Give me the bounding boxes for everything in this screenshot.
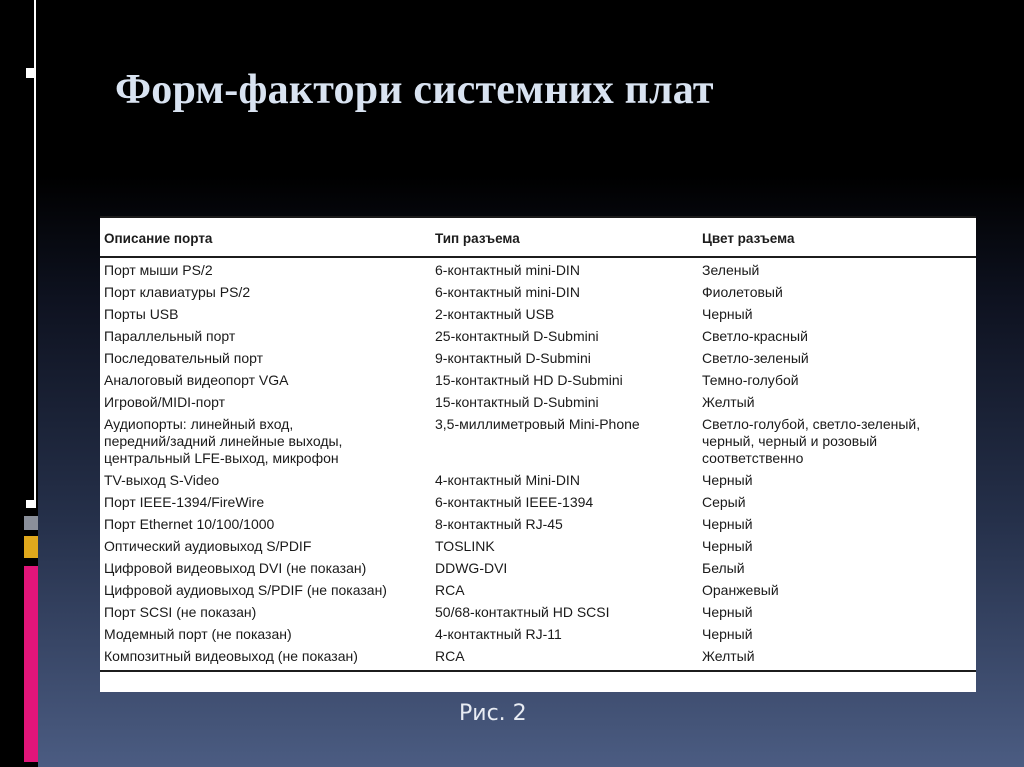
cell-connector-color: Светло-голубой, светло-зеленый, черный, черный и розовый соответственно (702, 416, 921, 466)
table-row (100, 515, 976, 537)
cell-connector-color: Желтый (702, 394, 755, 410)
cell-port-description: TV-выход S-Video (104, 472, 220, 488)
accent-bar-pink (24, 566, 38, 762)
cell-connector-type: TOSLINK (435, 538, 495, 554)
left-decoration-strip (0, 0, 38, 767)
table-row (100, 471, 976, 493)
cell-port-description: Порт мыши PS/2 (104, 262, 213, 278)
table-row (100, 305, 976, 327)
cell-port-description: Игровой/MIDI-порт (104, 394, 225, 410)
cell-connector-type: RCA (431, 647, 698, 671)
decor-vertical-line (34, 0, 36, 500)
table-body (100, 257, 976, 671)
cell-port-description: Порт IEEE-1394/FireWire (104, 494, 265, 510)
header-port-description: Описание порта (100, 217, 431, 257)
cell-port-description: Порт SCSI (не показан) (104, 604, 257, 620)
cell-port-description: Оптический аудиовыход S/PDIF (104, 538, 312, 554)
ports-table (100, 216, 976, 672)
cell-connector-color: Светло-красный (702, 328, 808, 344)
table-row (100, 327, 976, 349)
cell-connector-type: 2-контактный USB (435, 306, 555, 322)
cell-port-description: Цифровой аудиовыход S/PDIF (не показан) (104, 582, 387, 598)
cell-port-description: Модемный порт (не показан) (104, 626, 292, 642)
table-row (100, 415, 976, 471)
table-row (100, 625, 976, 647)
cell-connector-type: 15-контактный D-Submini (435, 394, 599, 410)
cell-connector-color: Оранжевый (702, 582, 779, 598)
cell-port-description: Порт клавиатуры PS/2 (104, 284, 251, 300)
table-row (100, 349, 976, 371)
cell-connector-color: Зеленый (702, 262, 760, 278)
accent-bar-gray (24, 516, 38, 530)
cell-connector-color: Черный (702, 516, 753, 532)
cell-connector-type: 15-контактный HD D-Submini (435, 372, 623, 388)
table-row (100, 603, 976, 625)
cell-port-description: Последовательный порт (104, 350, 264, 366)
ports-table-panel (100, 216, 976, 692)
cell-connector-type: 4-контактный Mini-DIN (435, 472, 580, 488)
decor-square-mid (26, 500, 36, 508)
cell-connector-color: Черный (702, 472, 753, 488)
table-row (100, 257, 976, 283)
table-header-row (100, 217, 976, 257)
slide-title: Форм-фактори системних плат (115, 67, 714, 113)
cell-port-description: Аудиопорты: линейный вход, передний/задний линейные выходы, центральный LFE-выход, микрофон (104, 416, 343, 466)
cell-connector-type: 6-контактный mini-DIN (435, 262, 580, 278)
cell-connector-type: 8-контактный RJ-45 (435, 516, 563, 532)
cell-connector-color: Черный (702, 604, 753, 620)
cell-connector-type: 4-контактный RJ-11 (435, 626, 562, 642)
cell-connector-color: Светло-зеленый (702, 350, 809, 366)
cell-connector-color: Серый (702, 494, 746, 510)
table-row (100, 283, 976, 305)
cell-connector-type: 50/68-контактный HD SCSI (435, 604, 610, 620)
cell-connector-type: RCA (435, 582, 465, 598)
table-row (100, 559, 976, 581)
cell-connector-color: Темно-голубой (702, 372, 799, 388)
table-row (100, 493, 976, 515)
cell-connector-type: DDWG-DVI (435, 560, 508, 576)
cell-port-description: Параллельный порт (104, 328, 236, 344)
cell-connector-type: 6-контактный IEEE-1394 (435, 494, 594, 510)
cell-port-description: Композитный видеовыход (не показан) (100, 647, 431, 671)
table-row (100, 393, 976, 415)
header-connector-type: Тип разъема (431, 217, 698, 257)
table-row (100, 581, 976, 603)
header-connector-color: Цвет разъема (698, 217, 976, 257)
cell-connector-color: Черный (702, 626, 753, 642)
cell-connector-type: 6-контактный mini-DIN (435, 284, 580, 300)
cell-connector-type: 9-контактный D-Submini (435, 350, 591, 366)
cell-port-description: Порт Ethernet 10/100/1000 (104, 516, 275, 532)
cell-connector-type: 3,5-миллиметровый Mini-Phone (435, 416, 640, 432)
cell-connector-color: Белый (702, 560, 745, 576)
table-row (100, 537, 976, 559)
cell-port-description: Аналоговый видеопорт VGA (104, 372, 289, 388)
cell-connector-color: Черный (702, 538, 753, 554)
cell-connector-type: 25-контактный D-Submini (435, 328, 599, 344)
cell-connector-color: Черный (702, 306, 753, 322)
table-row (100, 647, 976, 671)
accent-bar-gold (24, 536, 38, 558)
figure-caption: Рис. 2 (459, 701, 527, 726)
cell-connector-color: Желтый (698, 647, 976, 671)
cell-port-description: Порты USB (104, 306, 179, 322)
cell-connector-color: Фиолетовый (702, 284, 783, 300)
cell-port-description: Цифровой видеовыход DVI (не показан) (104, 560, 367, 576)
table-row (100, 371, 976, 393)
